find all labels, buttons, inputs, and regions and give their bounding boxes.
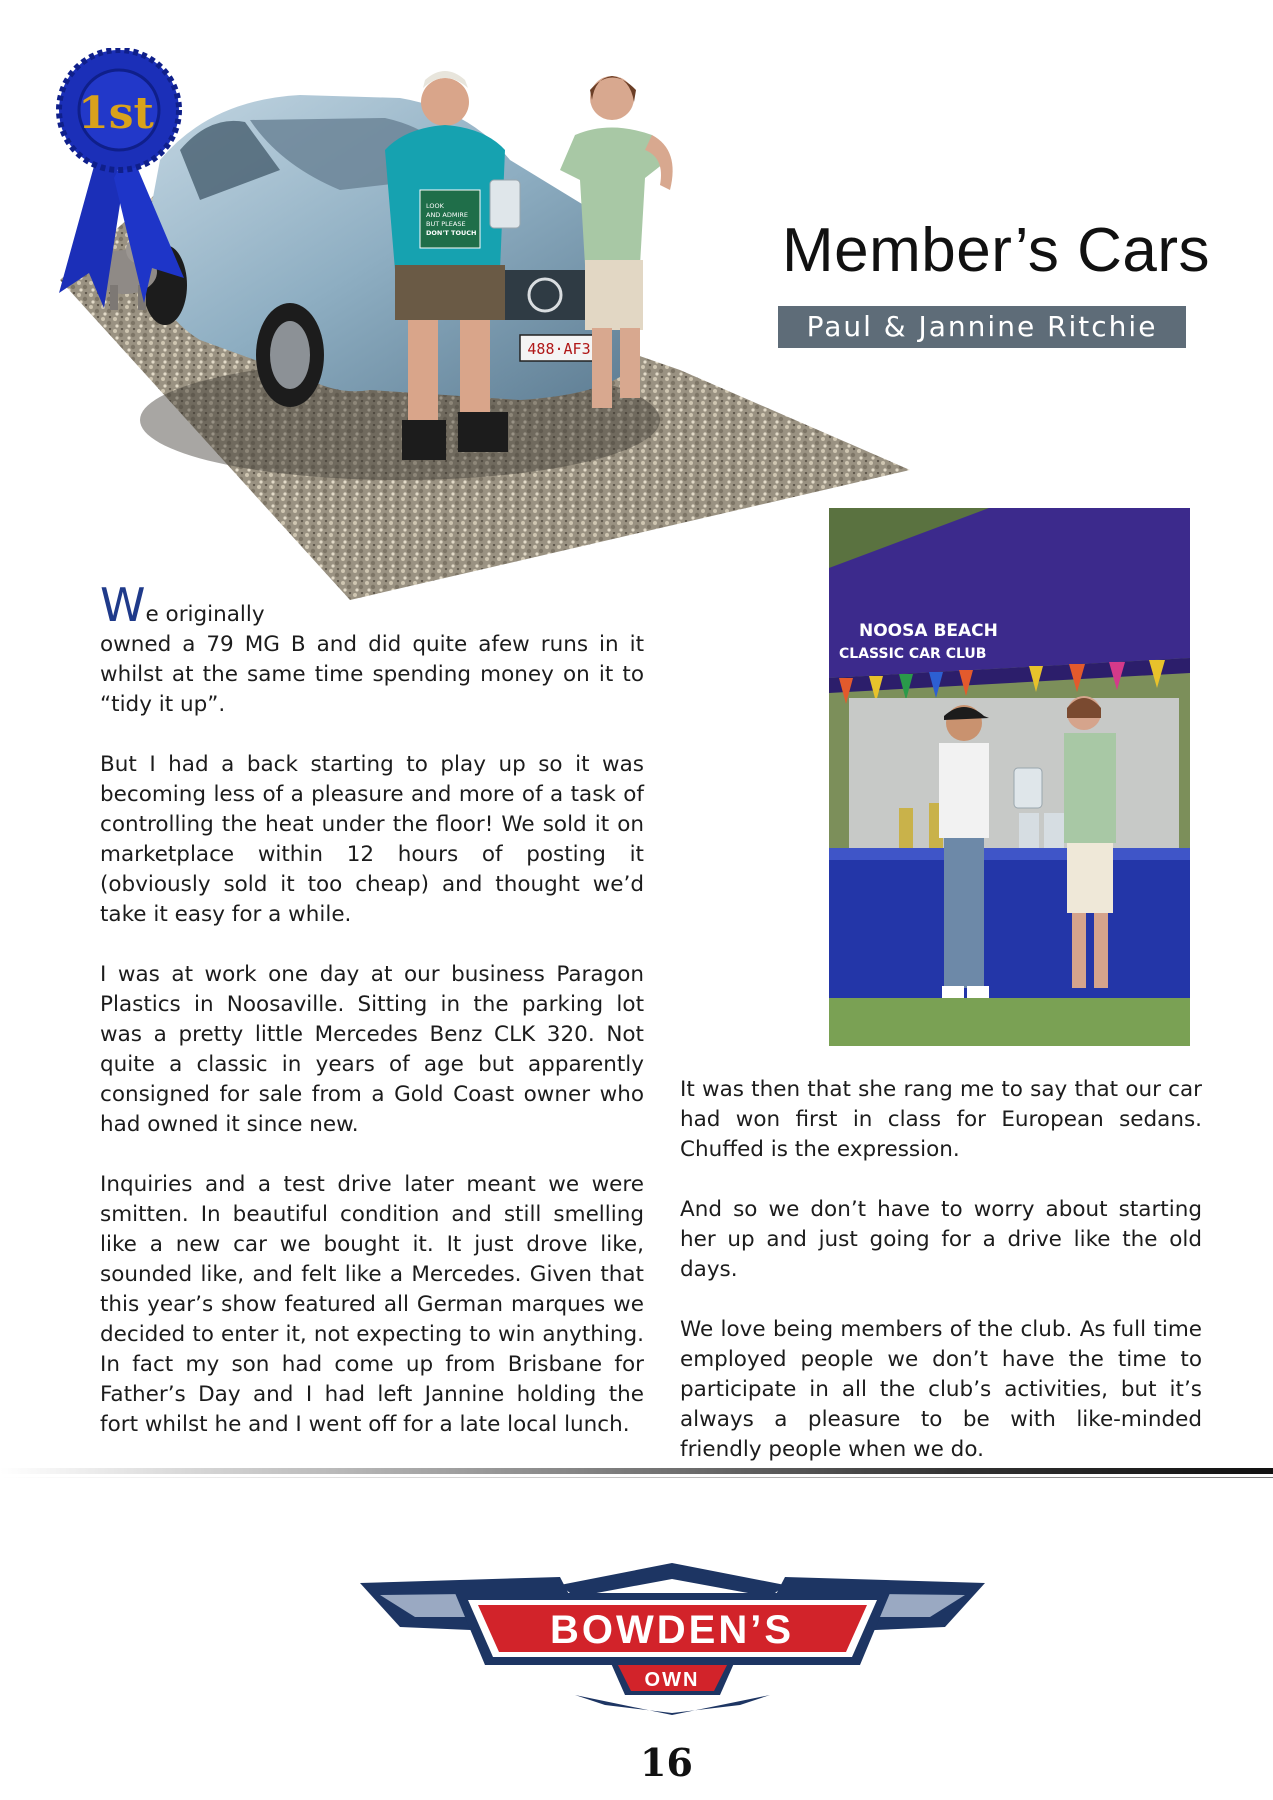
article-paragraph-4: Inquiries and a test drive later meant we were smitten. In beautiful condition and still smelling like a new car we bought it. It just drove like, sounded like, and felt like a Mercedes. Given that this year’s show featured all German marques we decided to enter it, not expecting to win anything. In fact my son had come up from Brisbane for Father’s Day and I had left Jannine holding the fort whilst he and I went off for a late local lunch.	[100, 1172, 644, 1437]
stall-photo	[829, 508, 1190, 1046]
bowdens-own-logo	[360, 1555, 985, 1715]
tent-text-1: NOOSA BEACH	[859, 621, 998, 641]
sign-line-1: LOOK	[426, 202, 444, 210]
sign-line-2: AND ADMIRE	[426, 211, 468, 219]
sign-line-3: BUT PLEASE	[426, 220, 466, 228]
drop-cap: W	[100, 578, 146, 632]
article-paragraph-7: We love being members of the club. As full time employed people we don’t have the time to participate in all the club’s activities, but it’s always a pleasure to be with like-minded friendly people when we do.	[680, 1317, 1202, 1462]
section-divider	[0, 1468, 1273, 1474]
member-names: Paul & Jannine Ritchie	[778, 306, 1186, 348]
page-title: Member’s Cars	[782, 216, 1210, 285]
article-paragraph-2: But I had a back starting to play up so it was becoming less of a pleasure and more of a task of controlling the heat under the floor! We sold it on marketplace within 12 hours of posting it (obviously sold it too cheap) and thought we’d take it easy for a while.	[100, 752, 644, 927]
page-number: 16	[640, 1740, 693, 1785]
article-paragraph-6: And so we don’t have to worry about starting her up and just going for a drive like the old days.	[680, 1197, 1202, 1282]
article-paragraph-3: I was at work one day at our business Paragon Plastics in Noosaville. Sitting in the parking lot was a pretty little Mercedes Benz CLK 320. Not quite a classic in years of age but apparently consigned for sale from a Gold Coast owner who had owned it since new.	[100, 962, 644, 1137]
intro-rest: owned a 79 MG B and did quite afew runs in it whilst at the same time spending money on it to “tidy it up”.	[100, 632, 644, 717]
logo-sub: OWN	[644, 1669, 700, 1691]
section-divider-thin	[0, 1477, 1273, 1478]
plate-text: 488·AF3	[527, 340, 591, 358]
article-paragraph-5: It was then that she rang me to say that our car had won first in class for European sedans. Chuffed is the expression.	[680, 1077, 1202, 1162]
article-left-column	[100, 578, 644, 1440]
ribbon-label: 1st	[78, 88, 154, 139]
tent-text-2: CLASSIC CAR CLUB	[839, 646, 987, 662]
logo-name: BOWDEN’S	[550, 1608, 794, 1652]
article-right-column	[680, 1075, 1202, 1465]
first-place-ribbon	[44, 48, 194, 308]
intro-first-line: e originally	[145, 602, 265, 627]
sign-line-4: DON'T TOUCH	[426, 229, 477, 237]
young-man-figure	[939, 705, 989, 998]
article-paragraph-1	[100, 578, 644, 720]
